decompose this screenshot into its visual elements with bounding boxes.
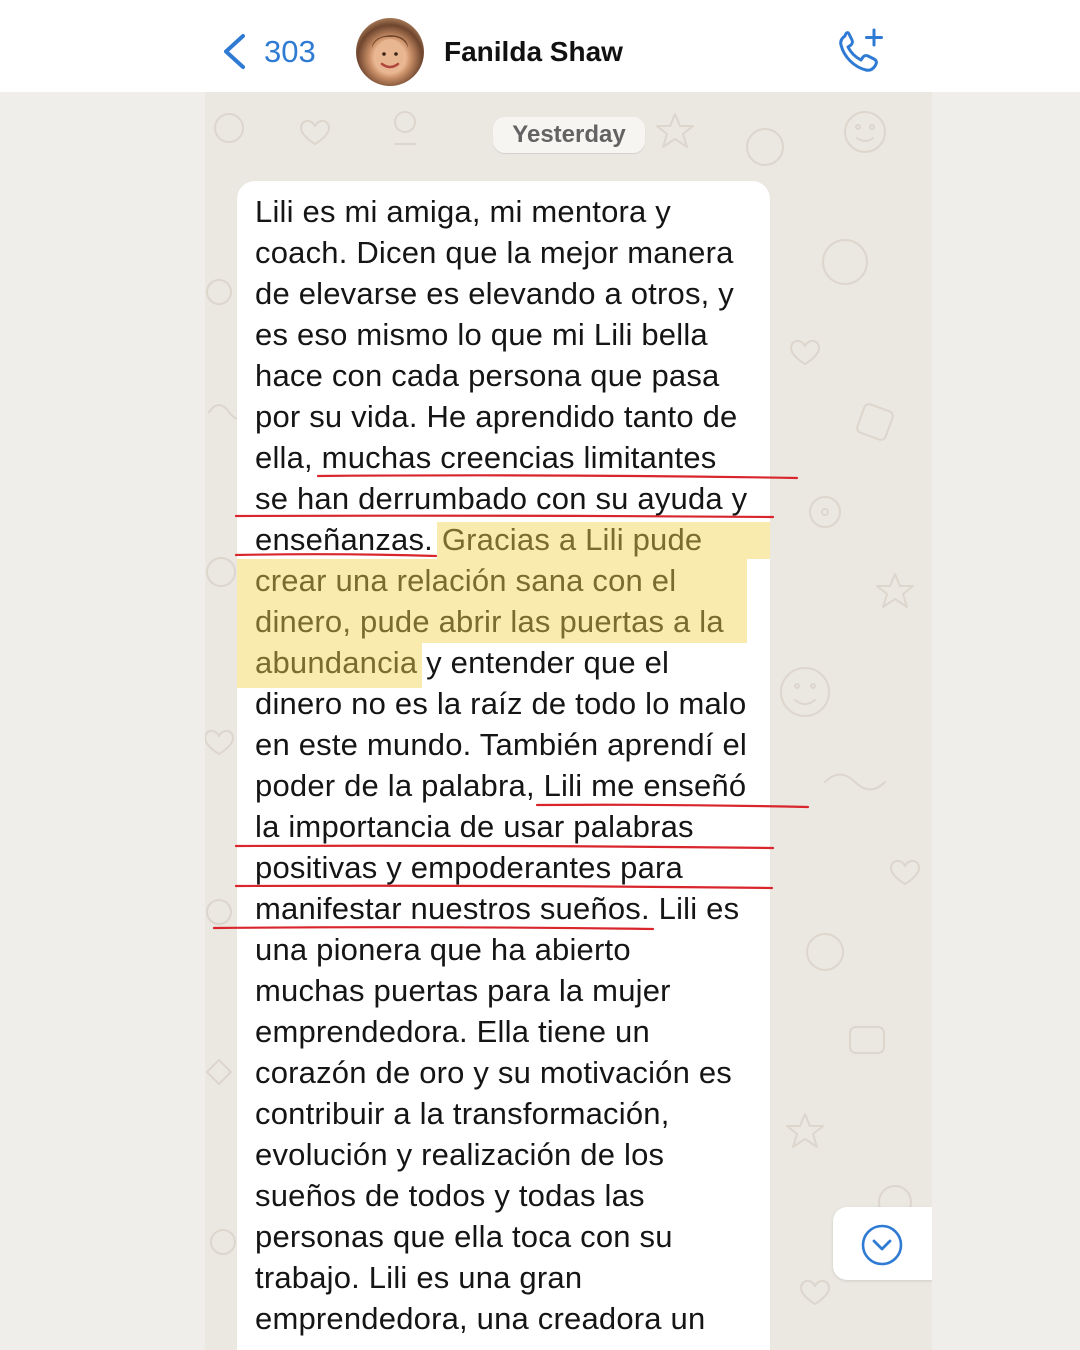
message-bubble[interactable] — [237, 181, 770, 1350]
message-line — [255, 560, 747, 601]
text-segment: emprendedora, una creadora un — [255, 1301, 706, 1336]
message-line — [255, 765, 747, 806]
text-segment: poder de la palabra, Lili me enseñó — [255, 768, 747, 803]
date-separator: Yesterday — [493, 117, 645, 153]
highlighted-text: dinero, pude abrir las puertas a la — [255, 604, 724, 639]
message-line — [255, 1298, 747, 1339]
message-line — [255, 1134, 747, 1175]
text-segment: es eso mismo lo que mi Lili bella — [255, 317, 708, 352]
text-segment: de elevarse es elevando a otros, y — [255, 276, 734, 311]
message-line — [255, 929, 747, 970]
chat-header — [0, 0, 1080, 92]
avatar[interactable] — [356, 18, 424, 86]
contact-info[interactable] — [352, 14, 642, 90]
highlighted-text: Gracias a Lili pude — [441, 522, 703, 557]
message-line — [255, 1093, 747, 1134]
highlighted-text: crear una relación sana con el — [255, 563, 677, 598]
text-segment: ella, muchas creencias limitantes — [255, 440, 717, 475]
message-text — [255, 191, 747, 1339]
message-line — [255, 888, 747, 929]
text-segment: emprendedora. Ella tiene un — [255, 1014, 650, 1049]
message-line — [255, 478, 747, 519]
message-line — [255, 191, 747, 232]
message-line — [255, 396, 747, 437]
unread-count: 303 — [264, 34, 316, 69]
text-segment: en este mundo. También aprendí el — [255, 727, 748, 762]
text-segment: personas que ella toca con su — [255, 1219, 673, 1254]
back-button[interactable] — [214, 24, 326, 80]
text-segment: se han derrumbado con su ayuda y — [255, 481, 748, 516]
phone-plus-icon — [836, 26, 886, 76]
message-line — [255, 1052, 747, 1093]
chevron-down-circle-icon — [861, 1224, 903, 1266]
message-line — [255, 519, 747, 560]
message-line — [255, 601, 747, 642]
text-segment: hace con cada persona que pasa — [255, 358, 720, 393]
text-segment: muchas puertas para la mujer — [255, 973, 671, 1008]
text-segment: enseñanzas. — [255, 522, 442, 557]
message-line — [255, 724, 747, 765]
scroll-to-bottom-button[interactable] — [833, 1207, 932, 1280]
message-line — [255, 683, 747, 724]
text-segment: corazón de oro y su motivación es — [255, 1055, 733, 1090]
text-segment: la importancia de usar palabras — [255, 809, 694, 844]
highlighted-text: abundancia — [255, 645, 418, 680]
message-line — [255, 806, 747, 847]
text-segment: sueños de todos y todas las — [255, 1178, 645, 1213]
message-line — [255, 232, 747, 273]
text-segment: positivas y empoderantes para — [255, 850, 683, 885]
message-line — [255, 1257, 747, 1298]
text-segment: una pionera que ha abierto — [255, 932, 631, 967]
message-line — [255, 847, 747, 888]
message-line — [255, 355, 747, 396]
message-line — [255, 1216, 747, 1257]
message-line — [255, 642, 747, 683]
text-segment: manifestar nuestros sueños. Lili es — [255, 891, 740, 926]
message-line — [255, 970, 747, 1011]
add-call-button[interactable] — [832, 22, 890, 80]
message-line — [255, 1011, 747, 1052]
avatar-portrait — [356, 18, 424, 86]
text-segment: y entender que el — [417, 645, 670, 680]
text-segment: dinero no es la raíz de todo lo malo — [255, 686, 747, 721]
text-segment: evolución y realización de los — [255, 1137, 665, 1172]
message-line — [255, 273, 747, 314]
text-segment: contribuir a la transformación, — [255, 1096, 670, 1131]
text-segment: Lili es mi amiga, mi mentora y — [255, 194, 672, 229]
chevron-left-icon — [220, 33, 248, 70]
text-segment: trabajo. Lili es una gran — [255, 1260, 583, 1295]
message-line — [255, 437, 747, 478]
message-line — [255, 314, 747, 355]
contact-name: Fanilda Shaw — [444, 36, 623, 67]
text-segment: por su vida. He aprendido tanto de — [255, 399, 738, 434]
message-line — [255, 1175, 747, 1216]
chat-area[interactable] — [205, 92, 932, 1350]
text-segment: coach. Dicen que la mejor manera — [255, 235, 734, 270]
